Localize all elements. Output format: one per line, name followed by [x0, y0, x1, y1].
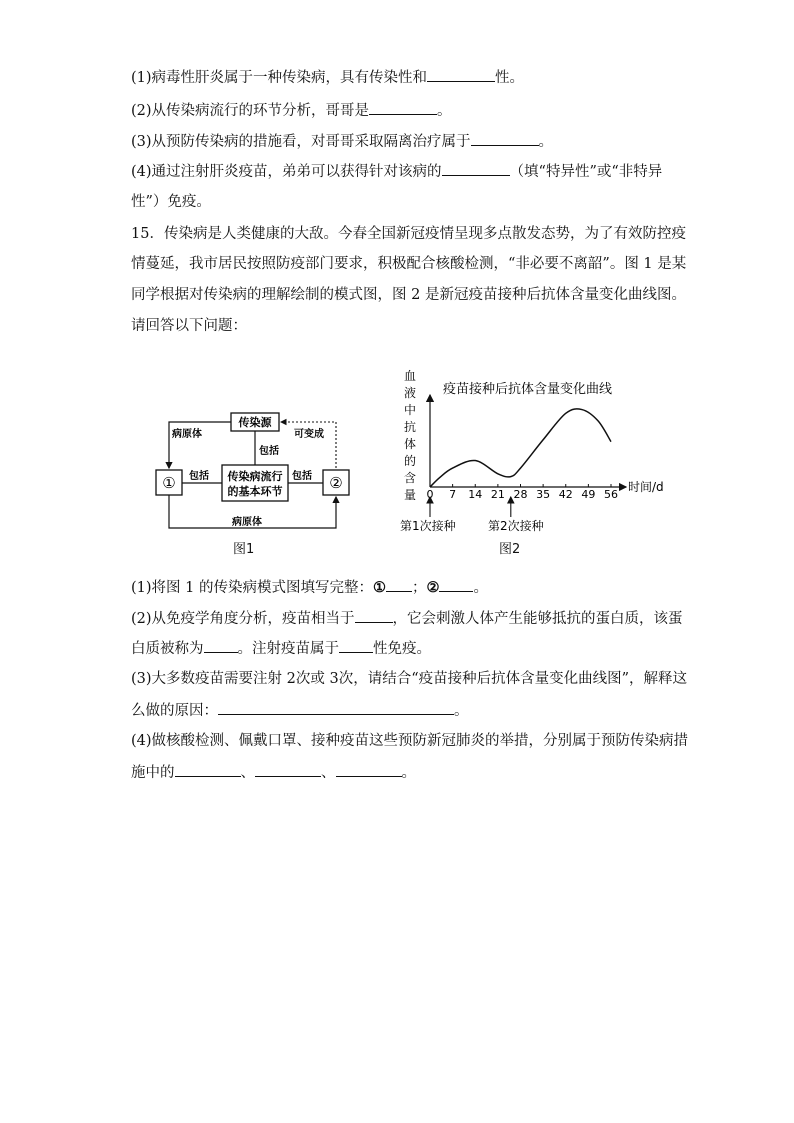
q15-part1-circle1: ①: [372, 579, 386, 596]
x-tick-label: 14: [468, 488, 483, 501]
q15-part3-text: 么做的原因：: [131, 703, 218, 719]
node-1-label: ①: [162, 474, 176, 492]
answer-blank[interactable]: [439, 577, 473, 592]
dose1-label: 第1次接种: [400, 519, 456, 533]
q15-part2-line1: [131, 608, 683, 629]
q14-part2-end: 。: [437, 103, 452, 119]
pathogen-bottom-label: 病原体: [232, 517, 262, 528]
q14-part2: [131, 100, 452, 121]
x-tick-label: 42: [558, 488, 573, 501]
include-top-label: 包括: [259, 446, 279, 457]
x-tick-label: 0: [426, 488, 434, 501]
q15-part1-end: 。: [473, 580, 488, 596]
q15-part2-text-a: (2)从免疫学角度分析，疫苗相当于: [131, 611, 355, 627]
q15-part2-text-e: 性免疫。: [373, 641, 431, 657]
y-axis-label-char: 含: [403, 471, 417, 485]
answer-blank[interactable]: [255, 762, 321, 777]
answer-blank[interactable]: [355, 608, 393, 623]
node-2-label: ②: [329, 474, 343, 492]
q14-part1-end: 性。: [495, 70, 525, 86]
answer-blank[interactable]: [386, 577, 412, 592]
chart-title: 疫苗接种后抗体含量变化曲线: [443, 382, 613, 397]
x-tick-label: 7: [449, 488, 457, 501]
y-axis-label-char: 的: [403, 454, 417, 468]
y-axis-label-char: 量: [403, 488, 417, 502]
x-axis-label: 时间/d: [628, 480, 664, 494]
figure1-caption: 图1: [233, 542, 255, 557]
x-tick-label: 49: [581, 488, 596, 501]
q15-part4-line2: [131, 762, 416, 783]
figure2-caption: 图2: [499, 542, 521, 557]
y-axis-label-char: 中: [403, 403, 417, 417]
answer-blank[interactable]: [218, 700, 454, 715]
q14-part4: [131, 161, 662, 182]
q15-part4-sep2: 、: [321, 765, 336, 781]
q15-part2-text-c: 白质被称为: [131, 641, 204, 657]
can-become-label: 可变成: [294, 429, 324, 440]
q14-part3-text: (3)从预防传染病的措施看，对哥哥采取隔离治疗属于: [131, 134, 471, 150]
q15-part4-text: 施中的: [131, 765, 175, 781]
x-tick-label: 35: [536, 488, 551, 501]
answer-blank[interactable]: [442, 161, 510, 176]
q15-intro-line3: 同学根据对传染病的理解绘制的模式图，图 2 是新冠疫苗接种后抗体含量变化曲线图。: [131, 287, 686, 303]
q14-part4-end: （填“特异性”或“非特异: [509, 164, 663, 180]
answer-blank[interactable]: [204, 638, 238, 653]
q14-part4-cont: 性”）免疫。: [131, 194, 211, 210]
include-left-label: 包括: [189, 471, 209, 482]
q14-part3: [131, 131, 553, 152]
y-axis-label-char: 血: [403, 369, 417, 383]
q15-part3-line1: (3)大多数疫苗需要注射 2次或 3次，请结合“疫苗接种后抗体含量变化曲线图”，解释这: [131, 671, 688, 687]
q15-part1-circle2: ②: [426, 579, 440, 596]
q15-intro-line2: 情蔓延，我市居民按照防疫部门要求，积极配合核酸检测，“非必要不离韶”。图 1 是某: [131, 256, 687, 272]
dose2-label: 第2次接种: [488, 519, 544, 533]
q14-part1: [131, 67, 524, 88]
x-tick-label: 28: [513, 488, 528, 501]
y-axis-label-char: 体: [403, 437, 417, 451]
answer-blank[interactable]: [471, 131, 539, 146]
q15-part2-text-d: 。注射疫苗属于: [237, 641, 339, 657]
answer-blank[interactable]: [175, 762, 241, 777]
answer-blank[interactable]: [369, 100, 437, 115]
q15-part2-line2: [131, 638, 431, 659]
q15-part4-line1: (4)做核酸检测、佩戴口罩、接种疫苗这些预防新冠肺炎的举措，分别属于预防传染病措: [131, 733, 689, 749]
include-right-label: 包括: [292, 471, 312, 482]
figure2-chart: [400, 367, 700, 552]
q14-part1-text: (1)病毒性肝炎属于一种传染病，具有传染性和: [131, 70, 428, 86]
q15-part3-end: 。: [454, 703, 469, 719]
answer-blank[interactable]: [336, 762, 402, 777]
pathogen-top-label: 病原体: [172, 429, 202, 440]
y-axis-label-char: 抗: [403, 420, 417, 434]
antibody-curve: [430, 409, 611, 487]
y-axis-label: [404, 369, 416, 502]
q14-part4-text: (4)通过注射肝炎疫苗，弟弟可以获得针对该病的: [131, 164, 442, 180]
y-axis-label-char: 液: [403, 386, 417, 400]
q15-part3-line2: [131, 700, 469, 721]
center-label-1: 传染病流行: [227, 470, 283, 483]
q15-part2-text-b: ，它会刺激人体产生能够抵抗的蛋白质，该蛋: [392, 611, 683, 627]
q15-part4-sep1: 、: [240, 765, 255, 781]
source-label: 传染源: [238, 416, 272, 429]
q14-part3-end: 。: [538, 134, 554, 150]
q15-part4-end: 。: [401, 765, 416, 781]
q15-part1: [131, 577, 488, 598]
q15-intro-line4: 请回答以下问题：: [131, 318, 247, 334]
q14-part2-text: (2)从传染病流行的环节分析，哥哥是: [131, 103, 370, 119]
answer-blank[interactable]: [339, 638, 373, 653]
q15-part1-semicolon: ；: [411, 580, 427, 596]
answer-blank[interactable]: [427, 67, 495, 82]
q15-part1-text: (1)将图 1 的传染病模式图填写完整：: [131, 580, 373, 596]
center-label-2: 的基本环节: [227, 485, 283, 498]
q15-intro-line1: 15．传染病是人类健康的大敌。今春全国新冠疫情呈现多点散发态势，为了有效防控疫: [131, 226, 686, 242]
x-tick-label: 56: [604, 488, 618, 501]
x-tick-label: 21: [490, 488, 505, 501]
figure1-diagram: [152, 410, 352, 535]
